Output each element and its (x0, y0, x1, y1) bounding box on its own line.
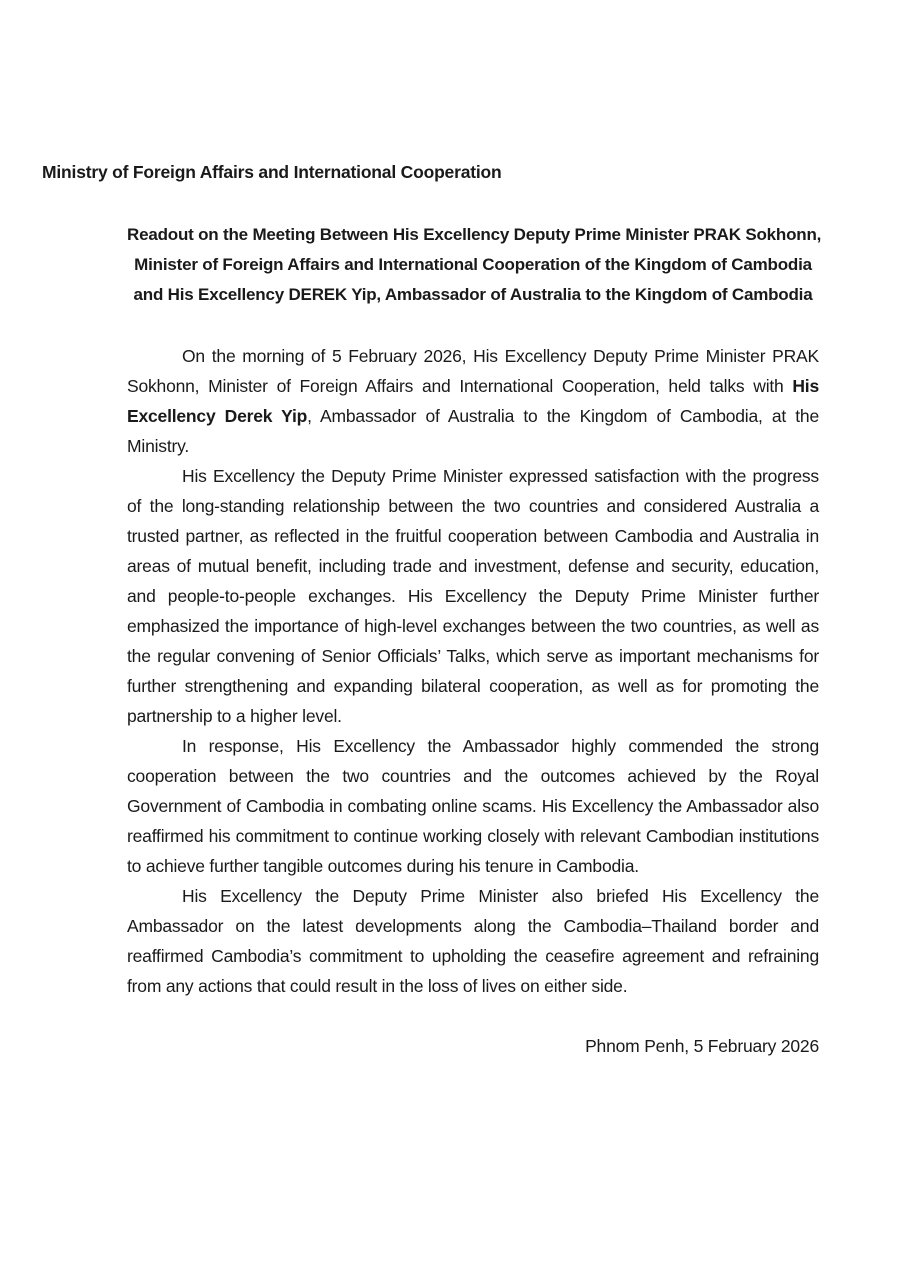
paragraph-4: His Excellency the Deputy Prime Minister also briefed His Excellency the Ambassador on the latest developments along the Cambodia–Thailand border and reaffirmed Cambodia’s commitment to upholding the ceasefire agreement and refraining from any actions that could result in the loss of lives on either side. (127, 886, 819, 996)
paragraph-2: His Excellency the Deputy Prime Minister expressed satisfaction with the progress of the long-standing relationship between the two countries and considered Australia a trusted partner, as reflected in the fruitful cooperation between Cambodia and Australia in areas of mutual benefit, including trade and investment, defense and security, education, and people-to-people exchanges. His Excellency the Deputy Prime Minister further emphasized the importance of high-level exchanges between the two countries, as well as the regular convening of Senior Officials’ Talks, which serve as important mechanisms for further strengthening and expanding bilateral cooperation, as well as for promoting the partnership to a higher level. (127, 466, 819, 726)
ministry-header: Ministry of Foreign Affairs and International Cooperation (42, 162, 502, 182)
dateline: Phnom Penh, 5 February 2026 (585, 1036, 819, 1056)
paragraph-1-bold-name: His Excellency Derek Yip (127, 376, 819, 426)
title-line-1: Readout on the Meeting Between His Excellency Deputy Prime Minister PRAK Sokhonn, (127, 225, 822, 244)
title-line-3: and His Excellency DEREK Yip, Ambassador of Australia to the Kingdom of Cambodia (133, 285, 813, 304)
paragraph-1-text: On the morning of 5 February 2026, His Excellency Deputy Prime Minister PRAK Sokhonn, Minister of Foreign Affairs and International Cooperation, held talks with (127, 346, 819, 396)
paragraph-3: In response, His Excellency the Ambassador highly commended the strong cooperation between the two countries and the outcomes achieved by the Royal Government of Cambodia in combating online scams. His Excellency the Ambassador also reaffirmed his commitment to continue working closely with relevant Cambodian institutions to achieve further tangible outcomes during his tenure in Cambodia. (127, 736, 819, 876)
document-body (127, 341, 819, 1001)
paragraph-1-text-end: , Ambassador of Australia to the Kingdom of Cambodia, at the Ministry. (127, 406, 819, 456)
document-title (127, 220, 822, 310)
title-line-2: Minister of Foreign Affairs and International Cooperation of the Kingdom of Cambodia (134, 255, 812, 274)
paragraph-1 (127, 341, 819, 461)
